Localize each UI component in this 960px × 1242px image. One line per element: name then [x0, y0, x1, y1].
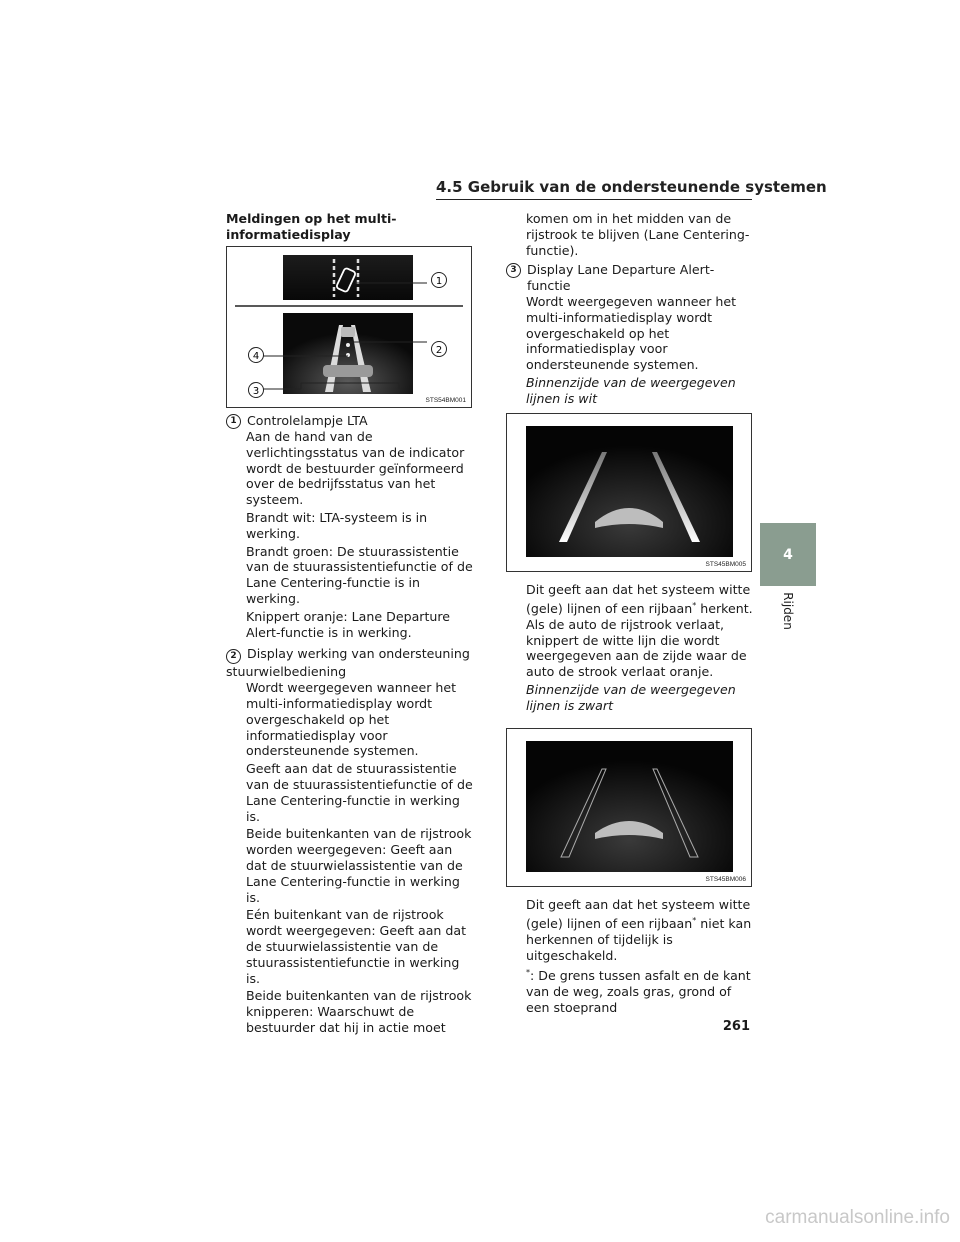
- figure-lines-white: [506, 413, 752, 572]
- right-column-bottom: [506, 897, 754, 1018]
- svg-text:4: 4: [252, 351, 260, 362]
- callout-1: [432, 273, 447, 288]
- subheading: Binnenzijde van de weergegeven lijnen is wit: [526, 374, 736, 406]
- watermark: carmanualsonline.info: [765, 1207, 950, 1228]
- item-number: 1: [226, 414, 241, 429]
- right-column-mid: [506, 582, 754, 716]
- footnote: *: De grens tussen asfalt en de kant van de weg, zoals gras, grond of een stoeprand: [526, 968, 751, 1016]
- left-column: [226, 211, 476, 245]
- figure-mid-display: [226, 246, 472, 408]
- asterisk: *: [692, 600, 697, 610]
- svg-text:2: 2: [435, 345, 443, 356]
- callout-3: [249, 383, 264, 398]
- figure-code: STS54BM001: [425, 397, 466, 404]
- item-2: [226, 646, 476, 680]
- page-header: 4.5 Gebruik van de ondersteunende systemen: [436, 178, 752, 200]
- svg-text:3: 3: [252, 386, 260, 397]
- lines-black-illustration: [507, 729, 751, 886]
- paragraph: Brandt groen: De stuurassistentie van de stuurassistentiefunctie of de Lane Centering-functie is in werking.: [246, 543, 473, 606]
- paragraph: Wordt weergegeven wanneer het multi-informatiedisplay wordt overgeschakeld op het informatiedisplay voor ondersteunende systemen.: [246, 680, 457, 759]
- callout-2: [432, 342, 447, 357]
- figure-code: STS45BM006: [705, 876, 746, 883]
- paragraph: Aan de hand van de verlichtingsstatus van de indicator wordt de bestuurder geïnformeerd over de bedrijfsstatus van het systeem.: [246, 429, 465, 508]
- item-1: [226, 413, 476, 429]
- section-heading: Meldingen op het multi-informatiedisplay: [226, 211, 397, 242]
- asterisk: *: [692, 915, 697, 925]
- subheading: Binnenzijde van de weergegeven lijnen is zwart: [526, 681, 736, 713]
- paragraph: komen om in het midden van de rijstrook te blijven (Lane Centering-functie).: [526, 211, 750, 258]
- chapter-tab[interactable]: 4: [760, 523, 816, 586]
- paragraph: Eén buitenkant van de rijstrook wordt weergegeven: Geeft aan dat de stuurwielassistentie van de stuurassistentiefunctie in werking is.: [246, 907, 467, 986]
- chapter-label: Rijden: [781, 592, 795, 630]
- svg-text:1: 1: [435, 276, 443, 287]
- paragraph: Beide buitenkanten van de rijstrook knipperen: Waarschuwt de bestuurder dat hij in actie moet: [246, 988, 472, 1035]
- figure-lines-black: [506, 728, 752, 887]
- paragraph: Dit geeft aan dat het systeem witte (gele) lijnen of een rijbaan* herkent. Als de auto de rijstrook verlaat, knippert de witte lijn die wordt weergegeven aan de zijde waar de auto de strook verlaat oranje.: [526, 582, 753, 680]
- item-number: 3: [506, 263, 521, 278]
- paragraph: Brandt wit: LTA-systeem is in werking.: [246, 509, 428, 541]
- lines-white-illustration: [507, 414, 751, 571]
- paragraph: Wordt weergegeven wanneer het multi-informatiedisplay wordt overgeschakeld op het informatiedisplay voor ondersteunende systemen.: [526, 293, 737, 373]
- left-items: [226, 413, 476, 1038]
- item-title: Display werking van ondersteuning stuurwielbediening: [226, 646, 470, 680]
- paragraph: Beide buitenkanten van de rijstrook worden weergegeven: Geeft aan dat de stuurwielassistentie van de Lane Centering-functie in werking is.: [246, 826, 472, 905]
- item-title: Controlelampje LTA: [247, 413, 368, 428]
- page-number: 261: [722, 1019, 750, 1034]
- mid-display-illustration: [227, 247, 471, 407]
- item-3: [506, 262, 754, 294]
- callout-4: [249, 348, 264, 363]
- figure-code: STS45BM005: [705, 561, 746, 568]
- paragraph: Dit geeft aan dat het systeem witte (gele) lijnen of een rijbaan* niet kan herkennen of tijdelijk is uitgeschakeld.: [526, 897, 752, 963]
- item-number: 2: [226, 649, 241, 664]
- paragraph: Geeft aan dat de stuurassistentie van de stuurassistentiefunctie of de Lane Centering-functie in werking is.: [246, 761, 473, 824]
- paragraph: Knippert oranje: Lane Departure Alert-functie is in werking.: [246, 608, 451, 640]
- item-title: Display Lane Departure Alert-functie: [527, 262, 715, 294]
- right-column-top: [506, 211, 754, 409]
